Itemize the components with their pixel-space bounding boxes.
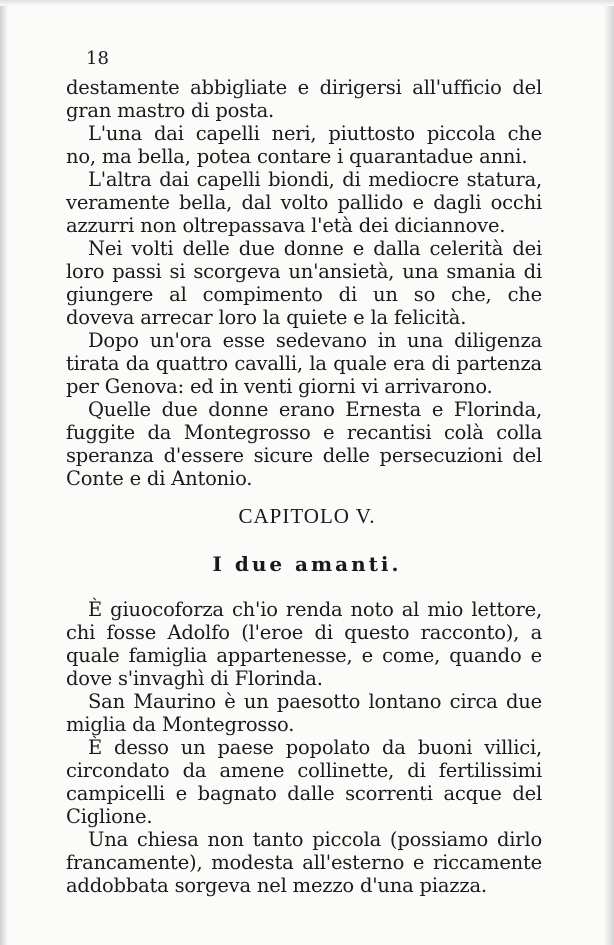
paragraph: È desso un paese popolato da buoni villici, circondato da amene collinette, di fertilissimi campicelli e bagnato dalle scorrenti acque del Ciglione. [66,736,542,828]
page-number: 18 [86,48,109,69]
paragraph: È giuocoforza ch'io renda noto al mio lettore, chi fosse Adolfo (l'eroe di questo racconto), a quale famiglia appartenesse, e come, quando e dove s'invaghì di Florinda. [66,598,542,690]
paragraph: L'una dai capelli neri, piuttosto piccola che no, ma bella, potea contare i quarantadue anni. [66,122,542,168]
chapter-subtitle: I due amanti. [212,552,402,576]
paragraph: Quelle due donne erano Ernesta e Florinda, fuggite da Montegrosso e recantisi colà colla speranza d'essere sicure delle persecuzioni del Conte e di Antonio. [66,398,542,490]
paragraph: Nei volti delle due donne e dalla celerità dei loro passi si scorgeva un'ansietà, una smania di giungere al compimento di un so che, che doveva arrecar loro la quiete e la felicità. [66,237,542,329]
page-edge-left [0,0,8,945]
page-edge-right [604,0,614,945]
page-edge-top [0,0,614,6]
paragraph: Una chiesa non tanto piccola (possiamo dirlo francamente), modesta all'esterno e riccamente addobbata sorgeva nel mezzo d'una piazza. [66,828,542,897]
text-block-bottom [66,598,542,897]
text-block-top [66,76,542,490]
chapter-heading: CAPITOLO V. [238,504,376,528]
paragraph: San Maurino è un paesotto lontano circa due miglia da Montegrosso. [66,690,542,736]
paragraph: Dopo un'ora esse sedevano in una diligenza tirata da quattro cavalli, la quale era di partenza per Genova: ed in venti giorni vi arrivarono. [66,329,542,398]
paragraph: L'altra dai capelli biondi, di mediocre statura, veramente bella, dal volto pallido e dagli occhi azzurri non oltrepassava l'età dei diciannove. [66,168,542,237]
paragraph: destamente abbigliate e dirigersi all'ufficio del gran mastro di posta. [66,76,542,122]
